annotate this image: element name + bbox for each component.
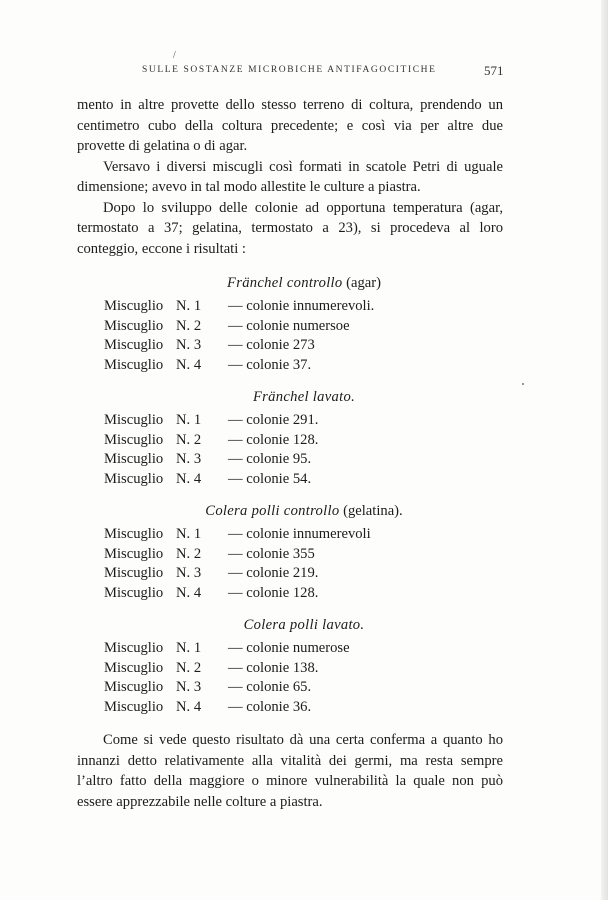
- list-item: [104, 450, 444, 470]
- row-label: Miscuglio: [104, 337, 164, 354]
- print-speck: [522, 383, 524, 385]
- list-item: [104, 545, 444, 565]
- list-item: [104, 564, 444, 584]
- row-label: Miscuglio: [104, 526, 164, 542]
- row-number: N. 2: [176, 659, 202, 676]
- section-suffix: (gelatina).: [339, 503, 403, 519]
- list-item: [104, 297, 444, 317]
- row-number: N. 2: [176, 317, 202, 334]
- section-heading: [0, 273, 608, 293]
- row-label: Miscuglio: [104, 679, 164, 696]
- row-label: Miscuglio: [104, 659, 164, 676]
- section-title: Fränchel lavato.: [252, 389, 356, 405]
- row-value: — colonie 128.: [228, 431, 319, 448]
- intro-paragraph-2: Versavo i diversi miscugli così formati in scatole Petri di uguale dimensione; avevo in tal modo allestite le culture a piastra.: [77, 158, 503, 195]
- section-heading: [0, 387, 608, 407]
- row-label: Miscuglio: [104, 412, 164, 428]
- page-number: 571: [484, 63, 504, 78]
- list-item: [104, 584, 444, 604]
- row-value: — colonie 54.: [228, 470, 312, 487]
- row-label: Miscuglio: [104, 584, 164, 601]
- row-number: N. 1: [176, 298, 202, 314]
- results-list: [104, 639, 444, 717]
- list-item: [104, 336, 444, 356]
- row-label: Miscuglio: [104, 545, 164, 562]
- row-number: N. 1: [176, 526, 202, 542]
- row-label: Miscuglio: [104, 698, 164, 715]
- section-title: Colera polli controllo: [205, 503, 340, 519]
- row-number: N. 3: [176, 451, 202, 468]
- row-number: N. 2: [176, 431, 202, 448]
- row-number: N. 1: [176, 412, 202, 428]
- list-item: [104, 431, 444, 451]
- results-list: [104, 525, 444, 603]
- running-header: SULLE SOSTANZE MICROBICHE ANTIFAGOCITICHE: [142, 65, 437, 75]
- row-value: — colonie 138.: [228, 659, 319, 676]
- section-title: Fränchel controllo: [227, 275, 343, 291]
- row-value: — colonie 37.: [228, 356, 312, 373]
- list-item: [104, 317, 444, 337]
- row-label: Miscuglio: [104, 431, 164, 448]
- results-list: [104, 297, 444, 375]
- row-number: N. 2: [176, 545, 202, 562]
- row-label: Miscuglio: [104, 298, 164, 314]
- list-item: [104, 411, 444, 431]
- row-value: — colonie 95.: [228, 451, 312, 468]
- intro-text: [77, 95, 503, 259]
- row-value: — colonie 36.: [228, 698, 312, 715]
- header-mark: /: [173, 50, 176, 61]
- row-value: — colonie 273: [228, 337, 315, 354]
- row-value: — colonie 355: [228, 545, 315, 562]
- row-label: Miscuglio: [104, 470, 164, 487]
- section-heading: [0, 501, 608, 521]
- row-number: N. 4: [176, 470, 202, 487]
- row-number: N. 3: [176, 679, 202, 696]
- row-number: N. 3: [176, 337, 202, 354]
- row-number: N. 4: [176, 698, 202, 715]
- row-label: Miscuglio: [104, 317, 164, 334]
- intro-paragraph-3: Dopo lo sviluppo delle colonie ad opportuna temperatura (agar, termostato a 37; gelatina, termostato a 23), si procedeva al loro conteggio, eccone i risultati :: [77, 199, 503, 257]
- list-item: [104, 639, 444, 659]
- conclusion-paragraph: Come si vede questo risultato dà una certa conferma a quanto ho innanzi detto relativamente alla vitalità dei germi, ma resta sempre l’altro fatto della maggiore o minore vulnerabilità la quale non può essere apprezzabile nelle colture a piastra.: [77, 732, 503, 810]
- row-value: — colonie 291.: [228, 412, 319, 428]
- section-heading: [0, 615, 608, 635]
- row-value: — colonie innumerevoli.: [228, 298, 375, 314]
- row-value: — colonie 65.: [228, 679, 312, 696]
- row-number: N. 3: [176, 565, 202, 582]
- row-number: N. 4: [176, 584, 202, 601]
- row-label: Miscuglio: [104, 640, 164, 656]
- row-value: — colonie 128.: [228, 584, 319, 601]
- row-value: — colonie numersoe: [228, 317, 350, 334]
- intro-paragraph-1: mento in altre provette dello stesso terreno di coltura, prendendo un centimetro cubo della coltura precedente; e così via per altre due provette di gelatina o di agar.: [77, 97, 503, 154]
- row-value: — colonie innumerevoli: [228, 526, 371, 542]
- row-number: N. 1: [176, 640, 202, 656]
- list-item: [104, 698, 444, 718]
- row-label: Miscuglio: [104, 356, 164, 373]
- results-list: [104, 411, 444, 489]
- row-value: — colonie numerose: [228, 640, 350, 656]
- row-label: Miscuglio: [104, 565, 164, 582]
- list-item: [104, 678, 444, 698]
- section-suffix: (agar): [342, 275, 381, 291]
- section-title: Colera polli lavato.: [243, 617, 365, 633]
- list-item: [104, 470, 444, 490]
- list-item: [104, 356, 444, 376]
- page-edge: [601, 0, 608, 900]
- conclusion-text: [77, 730, 503, 812]
- row-number: N. 4: [176, 356, 202, 373]
- list-item: [104, 659, 444, 679]
- list-item: [104, 525, 444, 545]
- row-value: — colonie 219.: [228, 565, 319, 582]
- row-label: Miscuglio: [104, 451, 164, 468]
